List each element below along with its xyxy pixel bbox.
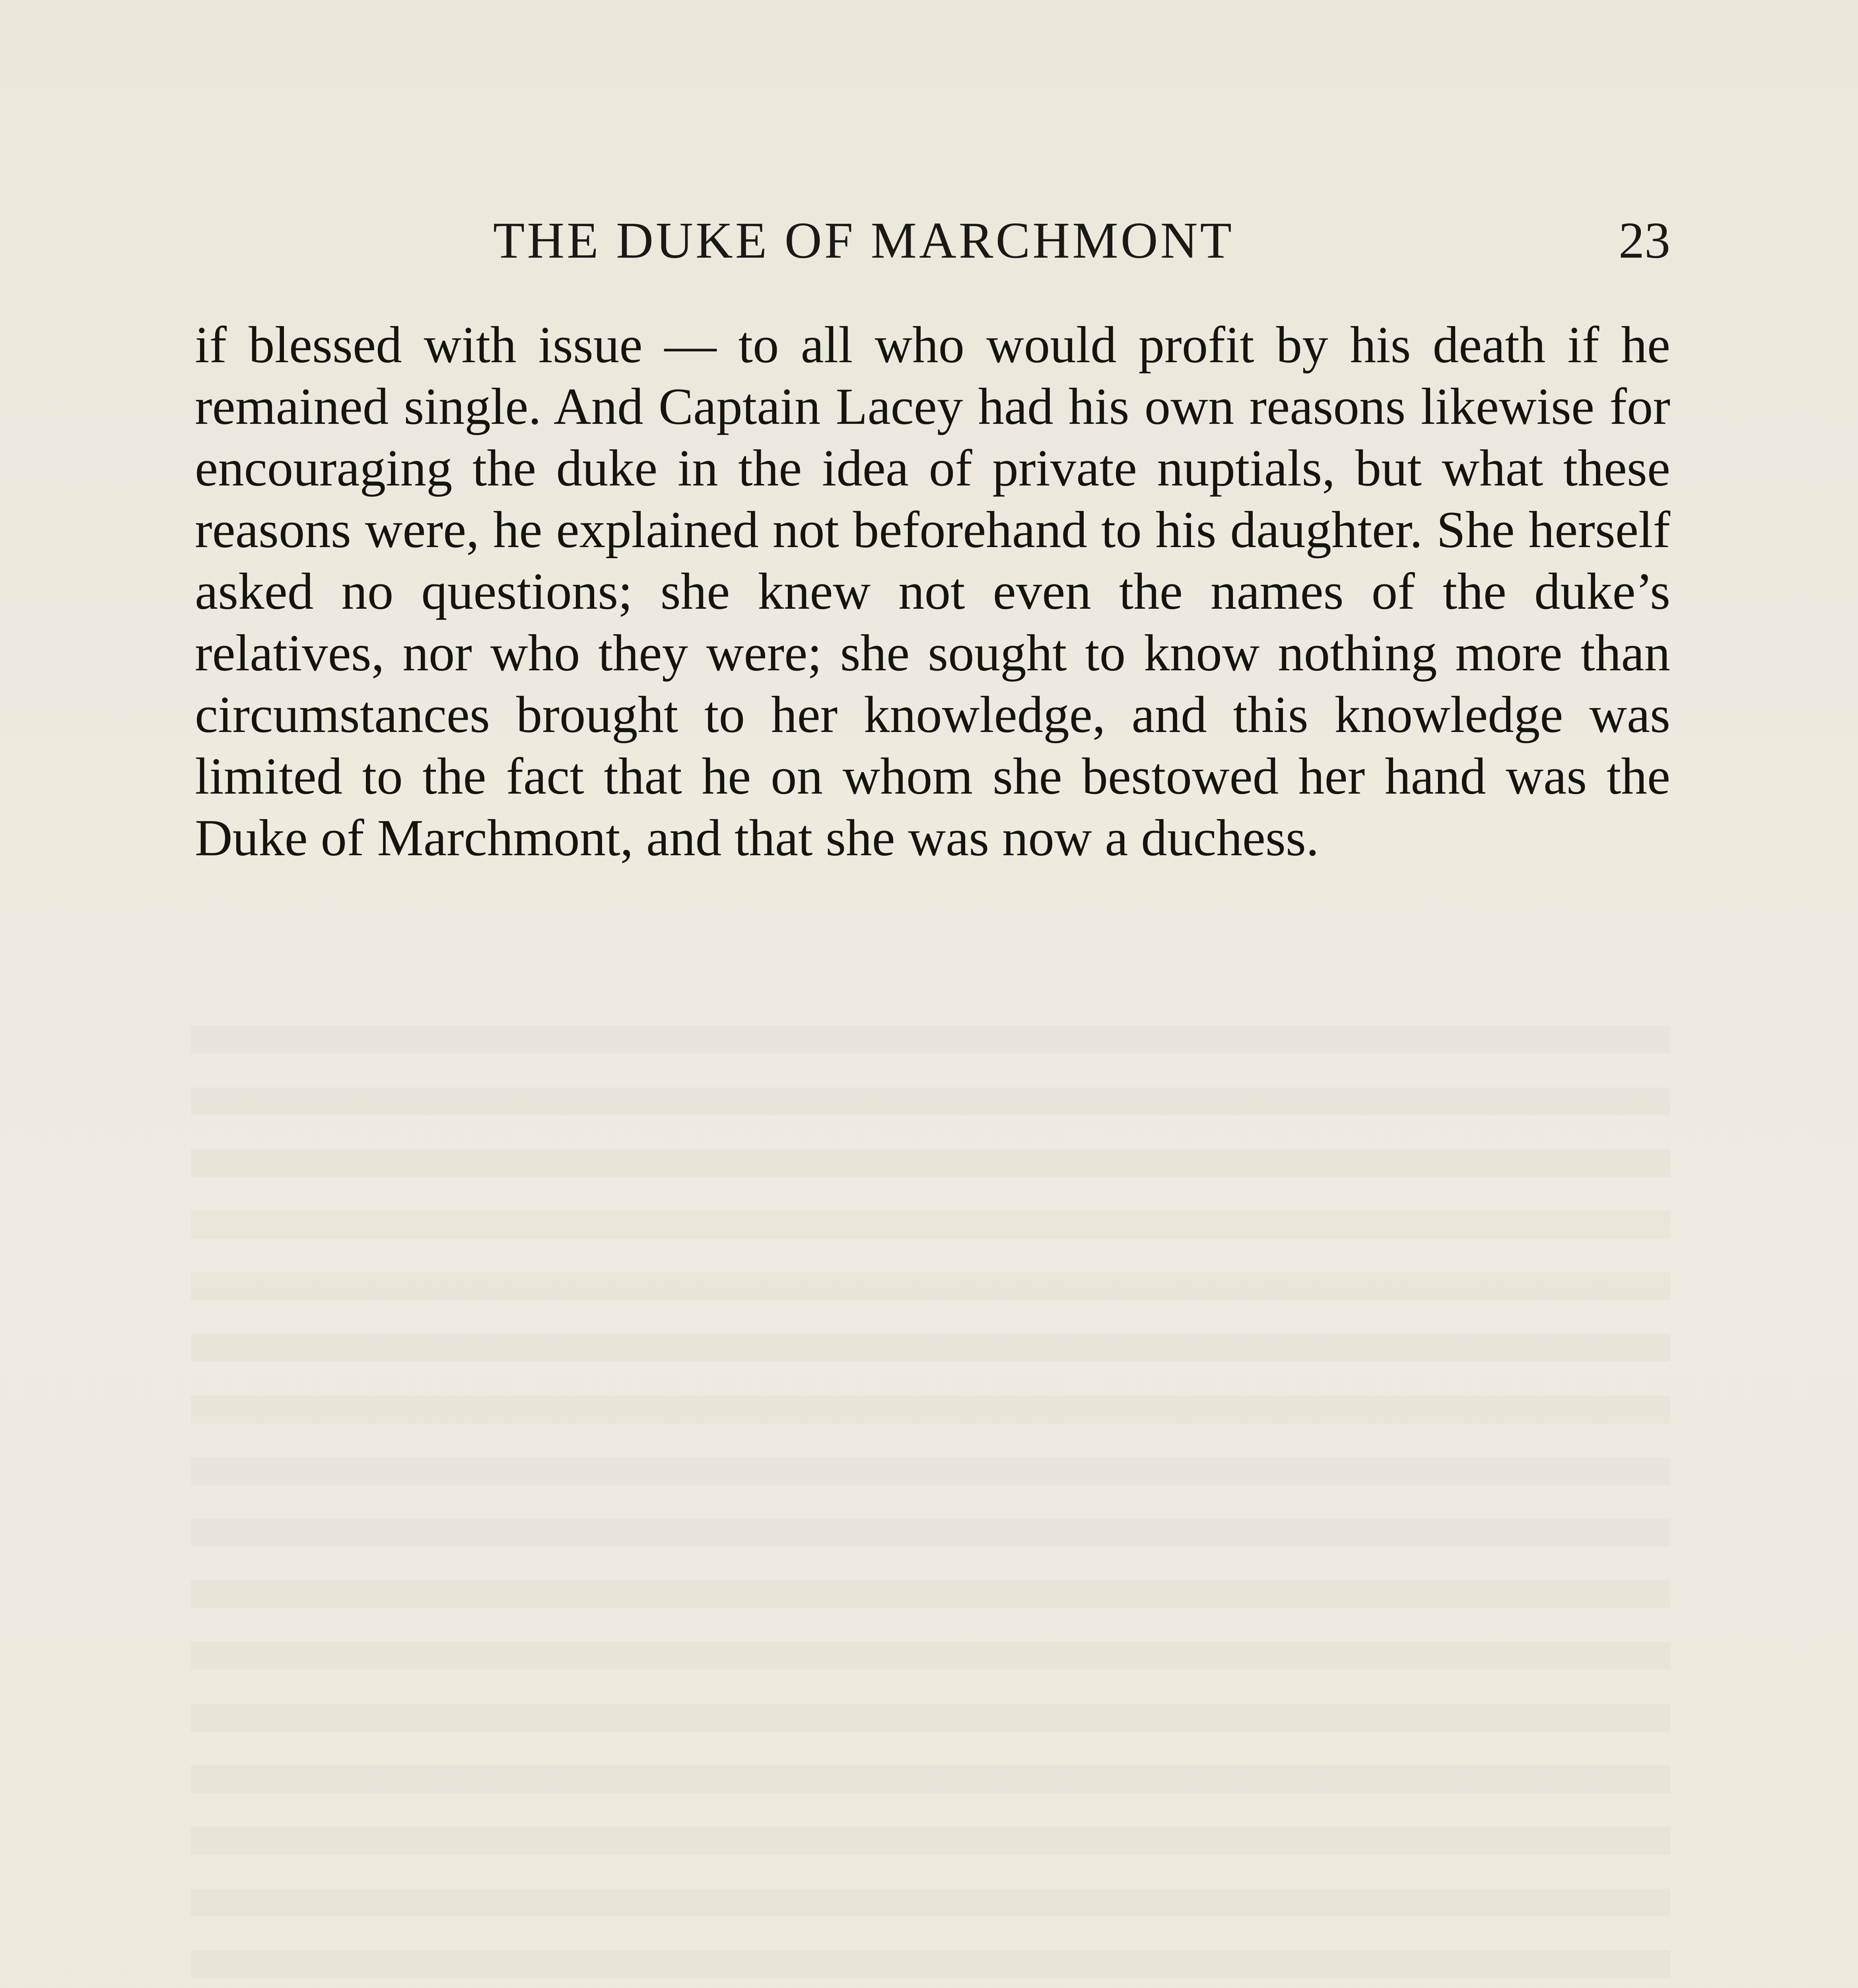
page-number: 23 [1619,212,1670,269]
page-header [195,211,1670,274]
running-title: THE DUKE OF MARCHMONT [493,212,1234,269]
body-paragraph: if blessed with issue — to all who would profit by his death if he remained single. And Captain Lacey had his own reasons likewise for encouraging the duke in the idea of private nuptials, but what these reasons were, he explained not beforehand to his daughter. She herself asked no questions; she knew not even the names of the duke’s relatives, nor who they were; she sought to know nothing more than circumstances brought to her knowledge, and this knowledge was limited to the fact that he on whom she bestowed her hand was the Duke of Marchmont, and that she was now a duchess. [195,316,1670,867]
